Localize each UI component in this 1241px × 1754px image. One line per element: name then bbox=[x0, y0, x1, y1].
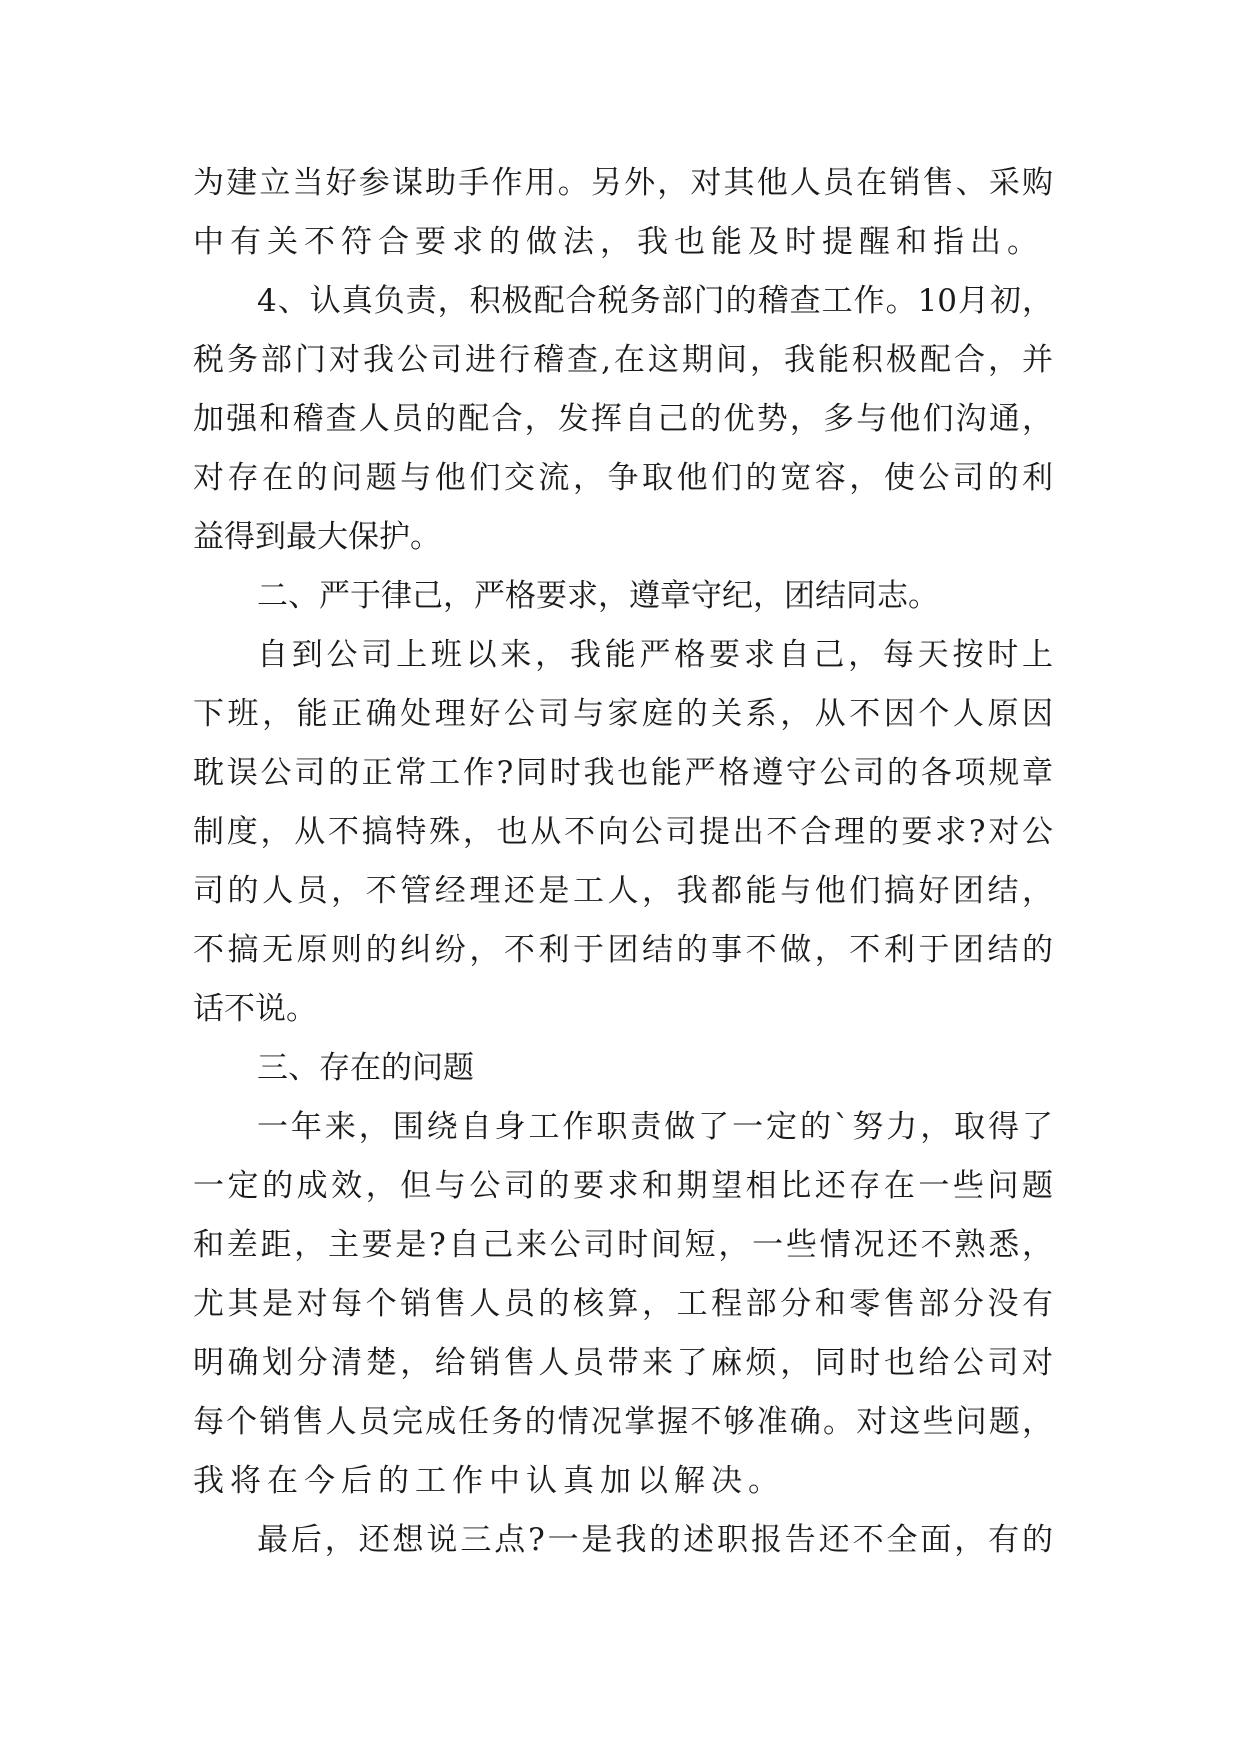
text-line: 对存在的问题与他们交流，争取他们的宽容，使公司的利 bbox=[193, 460, 1053, 496]
text-line: 不搞无原则的纠纷，不利于团结的事不做，不利于团结的 bbox=[193, 932, 1053, 968]
text-line: 每个销售人员完成任务的情况掌握不够准确。对这些问题， bbox=[193, 1404, 1053, 1440]
text-line: 尤其是对每个销售人员的核算，工程部分和零售部分没有 bbox=[193, 1286, 1053, 1322]
text-line: 为建立当好参谋助手作用。另外，对其他人员在销售、采购 bbox=[193, 165, 1053, 201]
text-line: 下班，能正确处理好公司与家庭的关系，从不因个人原因 bbox=[193, 696, 1053, 732]
text-line: 和差距，主要是?自己来公司时间短，一些情况还不熟悉， bbox=[193, 1227, 1053, 1263]
section-heading: 三、存在的问题 bbox=[257, 1050, 474, 1086]
text-line: 我将在今后的工作中认真加以解决。 bbox=[193, 1463, 785, 1499]
text-line: 税务部门对我公司进行稽查,在这期间，我能积极配合，并 bbox=[193, 342, 1053, 378]
text-line: 自到公司上班以来，我能严格要求自己，每天按时上 bbox=[257, 637, 1053, 673]
text-line: 4、认真负责，积极配合税务部门的稽查工作。10月初， bbox=[257, 283, 1053, 319]
text-line: 加强和稽查人员的配合，发挥自己的优势，多与他们沟通， bbox=[193, 401, 1053, 437]
text-line: 话不说。 bbox=[193, 991, 317, 1027]
section-heading: 二、严于律己，严格要求，遵章守纪，团结同志。 bbox=[257, 578, 939, 614]
text-line: 一定的成效，但与公司的要求和期望相比还存在一些问题 bbox=[193, 1168, 1053, 1204]
text-line: 司的人员，不管经理还是工人，我都能与他们搞好团结， bbox=[193, 873, 1053, 909]
text-line: 制度，从不搞特殊，也从不向公司提出不合理的要求?对公 bbox=[193, 814, 1053, 850]
text-line: 中有关不符合要求的做法，我也能及时提醒和指出。 bbox=[193, 224, 1044, 260]
text-line: 耽误公司的正常工作?同时我也能严格遵守公司的各项规章 bbox=[193, 755, 1053, 791]
text-line: 最后，还想说三点?一是我的述职报告还不全面，有的 bbox=[257, 1522, 1053, 1558]
text-line: 一年来，围绕自身工作职责做了一定的`努力，取得了 bbox=[257, 1109, 1053, 1145]
text-line: 益得到最大保护。 bbox=[193, 519, 441, 555]
body-text bbox=[193, 154, 1053, 1570]
text-line: 明确划分清楚，给销售人员带来了麻烦，同时也给公司对 bbox=[193, 1345, 1053, 1381]
